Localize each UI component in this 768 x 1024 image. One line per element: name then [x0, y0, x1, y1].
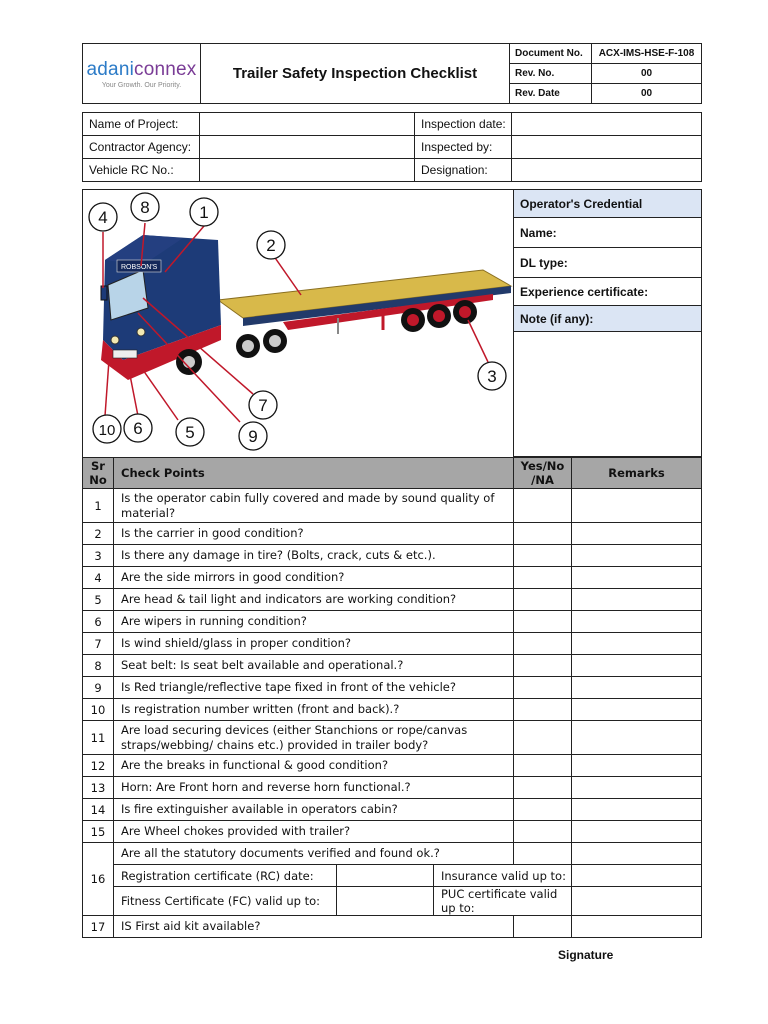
yes-no-cell[interactable]: [514, 545, 572, 567]
row-sr-no: 1: [83, 489, 114, 523]
yes-no-cell[interactable]: [514, 523, 572, 545]
check-point-text: Are head & tail light and indicators are working condition?: [114, 589, 514, 611]
col-yes-no: Yes/No /NA: [514, 458, 572, 489]
operator-credential-table: [513, 189, 702, 457]
project-name-label: Name of Project:: [83, 113, 200, 136]
project-name-field[interactable]: [200, 113, 415, 136]
row-sr-no: 13: [83, 777, 114, 799]
table-row: [83, 777, 702, 799]
check-point-text: Is fire extinguisher available in operators cabin?: [114, 799, 514, 821]
row-sr-no: 5: [83, 589, 114, 611]
yes-no-cell[interactable]: [514, 843, 572, 865]
yes-no-cell[interactable]: [514, 799, 572, 821]
row-sr-no: 17: [83, 916, 114, 938]
insurance-label: Insurance valid up to:: [434, 865, 572, 887]
check-point-text: Is Red triangle/reflective tape fixed in front of the vehicle?: [114, 677, 514, 699]
remarks-cell[interactable]: [572, 655, 702, 677]
row-sr-no: 7: [83, 633, 114, 655]
table-row: [83, 655, 702, 677]
document-header: [82, 43, 702, 104]
remarks-cell[interactable]: [572, 633, 702, 655]
vehicle-rc-label: Vehicle RC No.:: [83, 159, 200, 182]
check-point-text: Are wipers in running condition?: [114, 611, 514, 633]
table-row: [83, 699, 702, 721]
remarks-cell[interactable]: [572, 523, 702, 545]
callout-3: 3: [487, 367, 497, 386]
truck-diagram: [82, 189, 514, 459]
rev-date-value: 00: [592, 84, 702, 104]
designation-field[interactable]: [512, 159, 702, 182]
fc-date-field[interactable]: [337, 887, 434, 916]
yes-no-cell[interactable]: [514, 589, 572, 611]
table-row: [83, 523, 702, 545]
yes-no-cell[interactable]: [514, 677, 572, 699]
rc-date-label: Registration certificate (RC) date:: [114, 865, 337, 887]
contractor-label: Contractor Agency:: [83, 136, 200, 159]
yes-no-cell[interactable]: [514, 721, 572, 755]
check-point-text: Horn: Are Front horn and reverse horn functional.?: [114, 777, 514, 799]
table-row: [83, 865, 702, 887]
col-check-points: Check Points: [114, 458, 514, 489]
table-row: [83, 589, 702, 611]
col-remarks: Remarks: [572, 458, 702, 489]
yes-no-cell[interactable]: [514, 777, 572, 799]
table-row: [83, 821, 702, 843]
check-point-text: Are load securing devices (either Stanchions or rope/canvas straps/webbing/ chains etc.) provided in trailer body?: [114, 721, 514, 755]
remarks-cell[interactable]: [572, 799, 702, 821]
row-sr-no: 16: [83, 843, 114, 916]
yes-no-cell[interactable]: [514, 821, 572, 843]
yes-no-cell[interactable]: [514, 567, 572, 589]
callout-6: 6: [133, 419, 143, 438]
check-point-text: IS First aid kit available?: [114, 916, 514, 938]
yes-no-cell[interactable]: [514, 633, 572, 655]
check-point-text: Is wind shield/glass in proper condition?: [114, 633, 514, 655]
row-sr-no: 10: [83, 699, 114, 721]
callout-9: 9: [248, 427, 258, 446]
yes-no-cell[interactable]: [514, 916, 572, 938]
yes-no-cell[interactable]: [514, 611, 572, 633]
table-row: [83, 721, 702, 755]
doc-no-label: Document No.: [510, 44, 592, 64]
inspection-date-label: Inspection date:: [415, 113, 512, 136]
callout-10: 10: [98, 422, 116, 439]
row-sr-no: 14: [83, 799, 114, 821]
table-row: [83, 916, 702, 938]
remarks-cell[interactable]: [572, 567, 702, 589]
callout-5: 5: [185, 423, 195, 442]
remarks-cell[interactable]: [572, 589, 702, 611]
remarks-cell[interactable]: [572, 916, 702, 938]
designation-label: Designation:: [415, 159, 512, 182]
table-row: [83, 843, 702, 865]
dl-type-field[interactable]: DL type:: [514, 248, 702, 278]
operator-name-field[interactable]: Name:: [514, 218, 702, 248]
remarks-cell[interactable]: [572, 843, 702, 865]
inspected-by-label: Inspected by:: [415, 136, 512, 159]
check-point-text: Are the side mirrors in good condition?: [114, 567, 514, 589]
row-sr-no: 12: [83, 755, 114, 777]
truck-illustration: [83, 190, 514, 458]
inspection-date-field[interactable]: [512, 113, 702, 136]
yes-no-cell[interactable]: [514, 655, 572, 677]
logo-tagline: Your Growth. Our Priority.: [101, 81, 182, 89]
table-row: [83, 633, 702, 655]
col-sr-no: Sr No: [83, 458, 114, 489]
callout-4: 4: [98, 208, 108, 227]
table-row: [83, 799, 702, 821]
remarks-cell[interactable]: [572, 677, 702, 699]
check-point-text: Is the carrier in good condition?: [114, 523, 514, 545]
row-sr-no: 15: [83, 821, 114, 843]
project-info-table: [82, 112, 702, 182]
yes-no-cell[interactable]: [514, 489, 572, 523]
yes-no-cell[interactable]: [514, 699, 572, 721]
table-row: [83, 611, 702, 633]
table-row: [83, 545, 702, 567]
row-sr-no: 4: [83, 567, 114, 589]
check-point-text: Are Wheel chokes provided with trailer?: [114, 821, 514, 843]
row-sr-no: 6: [83, 611, 114, 633]
signature-label: Signature: [558, 948, 614, 962]
remarks-cell[interactable]: [572, 699, 702, 721]
truck-plate-text: ROBSON'S: [121, 264, 158, 271]
checklist-table: [82, 457, 702, 938]
callout-7: 7: [258, 396, 268, 415]
remarks-cell[interactable]: [572, 721, 702, 755]
table-row: [83, 489, 702, 523]
puc-label: PUC certificate valid up to:: [434, 887, 572, 916]
row-sr-no: 9: [83, 677, 114, 699]
credential-title: Operator's Credential: [514, 190, 702, 218]
remarks-cell[interactable]: [572, 545, 702, 567]
fc-date-label: Fitness Certificate (FC) valid up to:: [114, 887, 337, 916]
rev-no-label: Rev. No.: [510, 64, 592, 84]
check-point-text: Is registration number written (front and back).?: [114, 699, 514, 721]
insurance-field[interactable]: [572, 865, 702, 887]
rc-date-field[interactable]: [337, 865, 434, 887]
row-sr-no: 11: [83, 721, 114, 755]
remarks-cell[interactable]: [572, 777, 702, 799]
rev-no-value: 00: [592, 64, 702, 84]
remarks-cell[interactable]: [572, 755, 702, 777]
vehicle-rc-field[interactable]: [200, 159, 415, 182]
table-row: [83, 755, 702, 777]
row-sr-no: 3: [83, 545, 114, 567]
note-field[interactable]: [514, 332, 702, 457]
table-row: [83, 887, 702, 916]
row-sr-no: 2: [83, 523, 114, 545]
check-point-text: Are the breaks in functional & good condition?: [114, 755, 514, 777]
row-sr-no: 8: [83, 655, 114, 677]
contractor-field[interactable]: [200, 136, 415, 159]
rev-date-label: Rev. Date: [510, 84, 592, 104]
doc-no-value: ACX-IMS-HSE-F-108: [592, 44, 702, 64]
checklist-header-row: [83, 458, 702, 489]
table-row: [83, 567, 702, 589]
callout-1: 1: [199, 203, 209, 222]
remarks-cell[interactable]: [572, 611, 702, 633]
yes-no-cell[interactable]: [514, 755, 572, 777]
table-row: [83, 677, 702, 699]
callout-2: 2: [266, 236, 276, 255]
callout-8: 8: [140, 198, 150, 217]
note-label: Note (if any):: [514, 306, 702, 332]
check-point-text: Is there any damage in tire? (Bolts, crack, cuts & etc.).: [114, 545, 514, 567]
puc-field[interactable]: [572, 887, 702, 916]
document-title: Trailer Safety Inspection Checklist: [201, 44, 510, 104]
remarks-cell[interactable]: [572, 489, 702, 523]
company-logo: adaniconnex Your Growth. Our Priority.: [83, 44, 201, 104]
experience-certificate-field[interactable]: Experience certificate:: [514, 278, 702, 306]
remarks-cell[interactable]: [572, 821, 702, 843]
check-point-text: Are all the statutory documents verified and found ok.?: [114, 843, 514, 865]
check-point-text: Is the operator cabin fully covered and made by sound quality of material?: [114, 489, 514, 523]
inspected-by-field[interactable]: [512, 136, 702, 159]
check-point-text: Seat belt: Is seat belt available and operational.?: [114, 655, 514, 677]
